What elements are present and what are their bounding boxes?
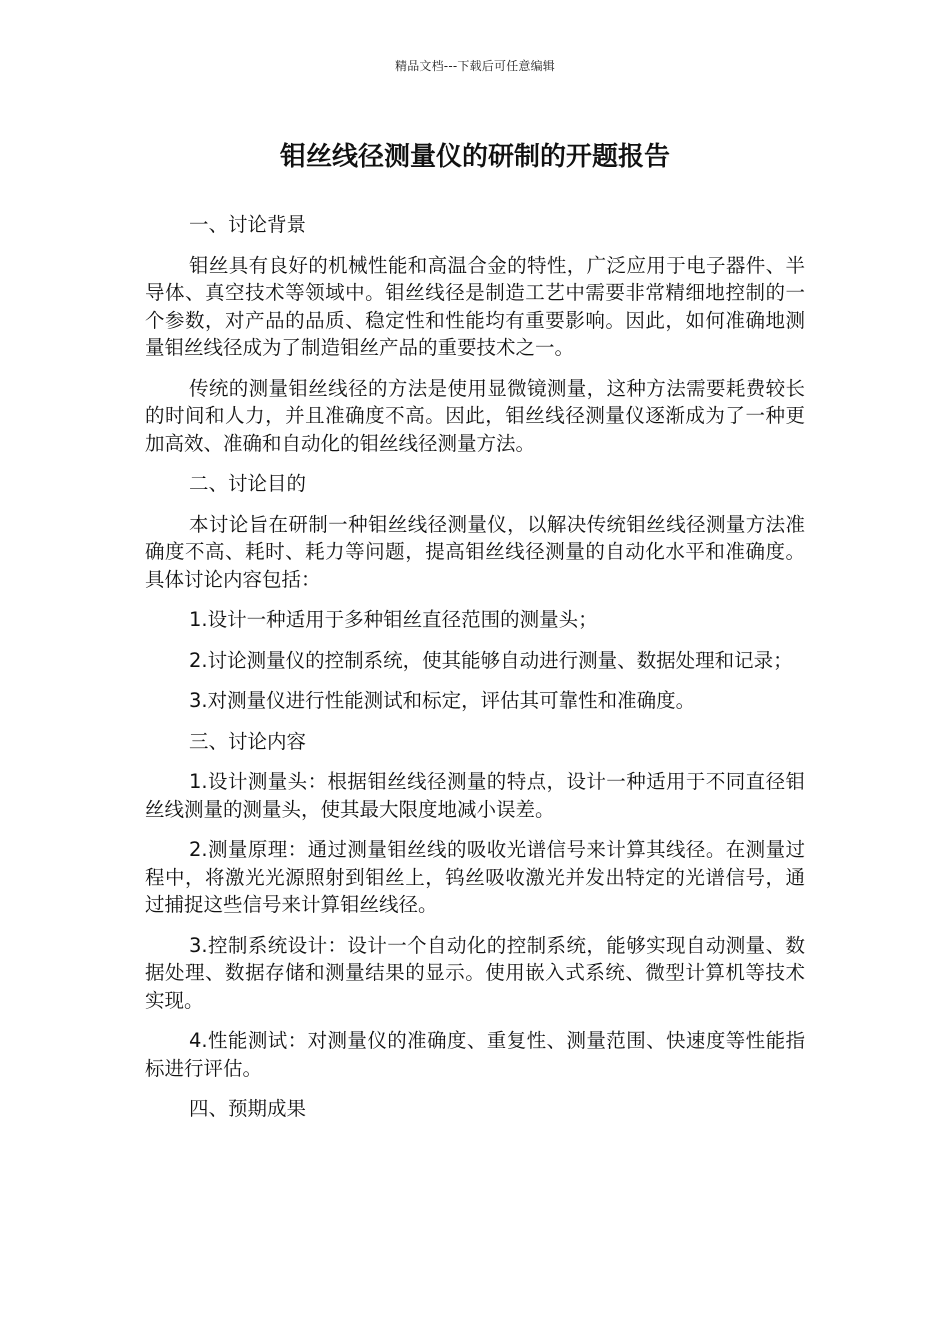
- header-note: 精品文档---下载后可任意编辑: [395, 59, 555, 73]
- list-item-purpose-3: 3.对测量仪进行性能测试和标定，评估其可靠性和准确度。: [189, 689, 696, 712]
- list-item-purpose-1: 1.设计一种适用于多种钼丝直径范围的测量头；: [189, 608, 598, 631]
- section-heading-expected-results: 四、预期成果: [189, 1097, 307, 1120]
- list-item-purpose-2: 2.讨论测量仪的控制系统，使其能够自动进行测量、数据处理和记录；: [189, 648, 793, 672]
- section-heading-content: 三、讨论内容: [189, 729, 307, 753]
- list-item-content-2: 2.测量原理：通过测量钼丝线的吸收光谱信号来计算其线径。在测量过程中，将激光光源照射到钼丝上，钨丝吸收激光并发出特定的光谱信号，通过捕捉这些信号来计算钼丝线径。: [145, 838, 805, 916]
- paragraph-purpose: 本讨论旨在研制一种钼丝线径测量仪，以解决传统钼丝线径测量方法准确度不高、耗时、耗力等问题，提高钼丝线径测量的自动化水平和准确度。具体讨论内容包括：: [145, 512, 805, 591]
- paragraph-background-2: 传统的测量钼丝线径的方法是使用显微镜测量，这种方法需要耗费较长的时间和人力，并且准确度不高。因此，钼丝线径测量仪逐渐成为了一种更加高效、准确和自动化的钼丝线径测量方法。: [145, 376, 805, 455]
- list-item-content-4: 4.性能测试：对测量仪的准确度、重复性、测量范围、快速度等性能指标进行评估。: [145, 1029, 805, 1080]
- section-heading-background: 一、讨论背景: [189, 213, 307, 236]
- list-item-content-1: 1.设计测量头：根据钼丝线径测量的特点，设计一种适用于不同直径钼丝线测量的测量头，使其最大限度地减小误差。: [145, 770, 805, 821]
- section-heading-purpose: 二、讨论目的: [189, 472, 307, 495]
- document-title: 钼丝线径测量仪的研制的开题报告: [279, 142, 670, 172]
- document-body: [145, 211, 805, 1136]
- paragraph-background-1: 钼丝具有良好的机械性能和高温合金的特性，广泛应用于电子器件、半导体、真空技术等领域中。钼丝线径是制造工艺中需要非常精细地控制的一个参数，对产品的品质、稳定性和性能均有重要影响。因此，如何准确地测量钼丝线径成为了制造钼丝产品的重要技术之一。: [145, 253, 805, 359]
- list-item-content-3: 3.控制系统设计：设计一个自动化的控制系统，能够实现自动测量、数据处理、数据存储和测量结果的显示。使用嵌入式系统、微型计算机等技术实现。: [145, 933, 805, 1012]
